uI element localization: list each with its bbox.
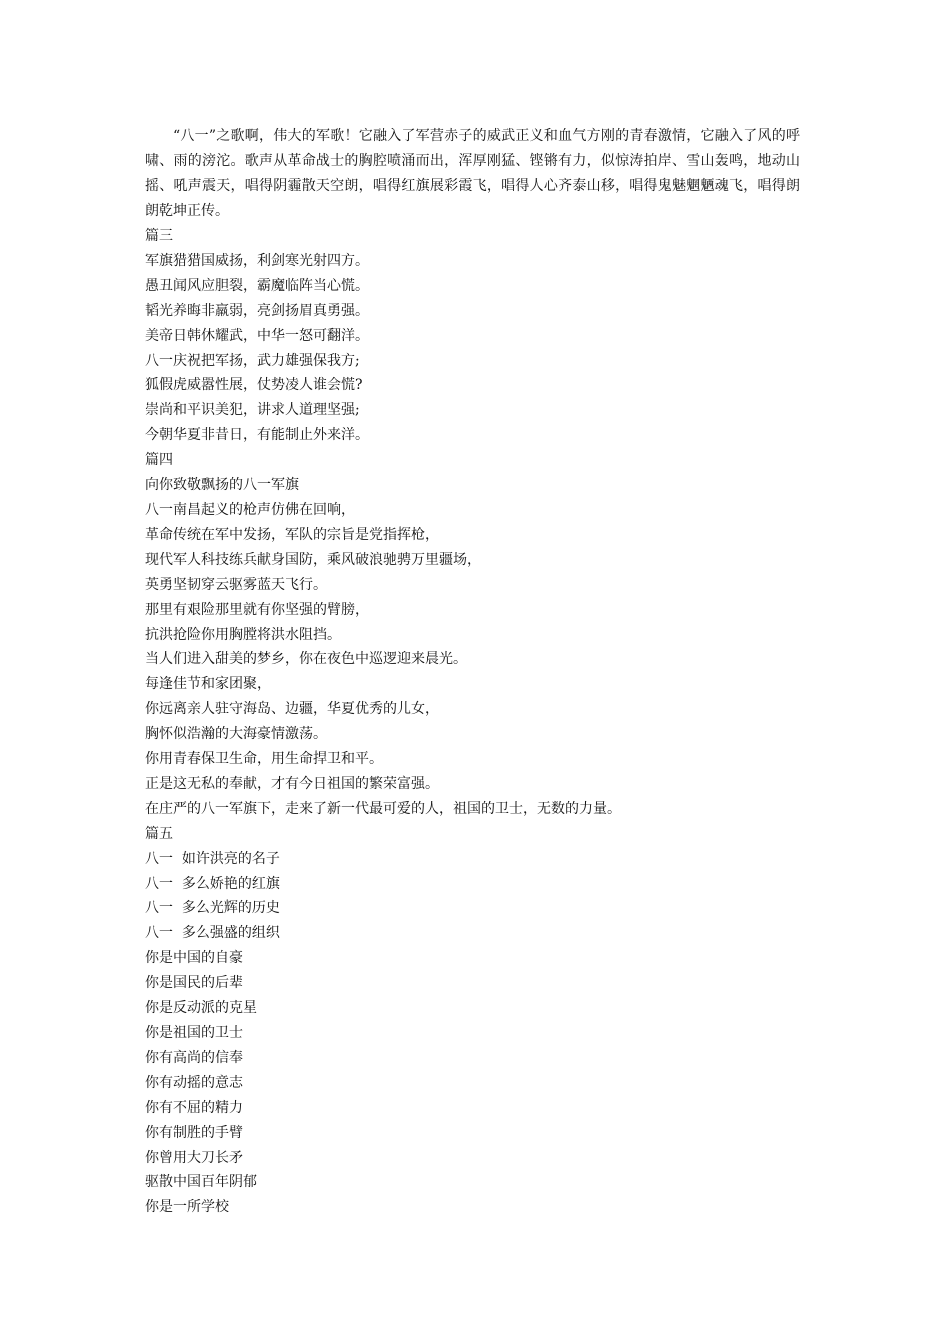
poem-line: 英勇坚韧穿云驱雾蓝天飞行。 xyxy=(145,576,327,593)
poem-line: 革命传统在军中发扬，军队的宗旨是党指挥枪， xyxy=(145,526,439,543)
section-heading: 篇五 xyxy=(145,825,173,842)
poem-line: 你是国民的后辈 xyxy=(145,975,243,992)
poem-line: 胸怀似浩瀚的大海豪情激荡。 xyxy=(145,726,327,743)
poem-line: 你有不屈的精力 xyxy=(145,1099,243,1116)
poem-line: 愚丑闻风应胆裂，霸魔临阵当心慌。 xyxy=(145,277,369,294)
poem-line: 八一 多么光辉的历史 xyxy=(145,900,280,917)
section-4 xyxy=(145,448,800,822)
poem-line: 你有动摇的意志 xyxy=(145,1074,243,1091)
poem-line: 崇尚和平识美犯，讲求人道理坚强; xyxy=(145,402,360,419)
poem-line: 你是一所学校 xyxy=(145,1199,229,1216)
section-5 xyxy=(145,822,800,1221)
poem-line: 驱散中国百年阴郁 xyxy=(145,1174,257,1191)
section-heading: 篇三 xyxy=(145,228,173,244)
poem-line: 那里有艰险那里就有你坚强的臂膀， xyxy=(145,601,369,618)
poem-line: 抗洪抢险你用胸膛将洪水阻挡。 xyxy=(145,626,341,643)
section-3 xyxy=(145,224,800,448)
poem-line: 正是这无私的奉献，才有今日祖国的繁荣富强。 xyxy=(145,775,439,792)
document-page xyxy=(145,124,800,1220)
intro-paragraph: “八一”之歌啊，伟大的军歌！它融入了军营赤子的威武正义和血气方刚的青春激情，它融入了风的呼啸、雨的滂沱。歌声从革命战士的胸腔喷涌而出，浑厚刚猛、铿锵有力，似惊涛拍岸、雪山轰鸣，地动山摇、吼声震天，唱得阴霾散天空朗，唱得红旗展彩霞飞，唱得人心齐泰山移，唱得鬼魅魍魉魂飞，唱得朗朗乾坤正传。 xyxy=(145,128,800,219)
poem-line: 你有高尚的信奉 xyxy=(145,1049,243,1066)
poem-line: 向你致敬飘扬的八一军旗 xyxy=(145,477,299,494)
poem-line: 美帝日韩休耀武，中华一怒可翻洋。 xyxy=(145,327,369,344)
poem-line: 你用青春保卫生命，用生命捍卫和平。 xyxy=(145,751,383,768)
poem-line: 八一南昌起义的枪声仿佛在回响， xyxy=(145,501,355,518)
poem-line: 八一 多么娇艳的红旗 xyxy=(145,875,280,892)
poem-line: 狐假虎威嚣性展，仗势凌人谁会慌? xyxy=(145,377,363,394)
poem-line: 八一 如许洪亮的名子 xyxy=(145,850,280,867)
poem-line: 当人们进入甜美的梦乡，你在夜色中巡逻迎来晨光。 xyxy=(145,651,467,668)
poem-line: 现代军人科技练兵献身国防，乘风破浪驰骋万里疆场， xyxy=(145,551,481,568)
poem-line: 韬光养晦非羸弱，亮剑扬眉真勇强。 xyxy=(145,302,369,319)
poem-line: 八一庆祝把军扬，武力雄强保我方; xyxy=(145,352,360,369)
poem-line: 你有制胜的手臂 xyxy=(145,1124,243,1141)
poem-line: 今朝华夏非昔日，有能制止外来洋。 xyxy=(145,427,369,444)
poem-line: 你曾用大刀长矛 xyxy=(145,1149,243,1166)
poem-line: 你是反动派的克星 xyxy=(145,1000,257,1017)
poem-line: 你远离亲人驻守海岛、边疆，华夏优秀的儿女， xyxy=(145,701,439,718)
poem-line: 在庄严的八一军旗下，走来了新一代最可爱的人，祖国的卫士，无数的力量。 xyxy=(145,800,621,817)
poem-line: 八一 多么强盛的组织 xyxy=(145,925,280,942)
poem-line: 你是中国的自豪 xyxy=(145,950,243,967)
poem-line: 每逢佳节和家团聚， xyxy=(145,676,271,693)
section-heading: 篇四 xyxy=(145,452,173,469)
poem-line: 你是祖国的卫士 xyxy=(145,1025,243,1041)
poem-line: 军旗猎猎国威扬，利剑寒光射四方。 xyxy=(145,252,369,269)
